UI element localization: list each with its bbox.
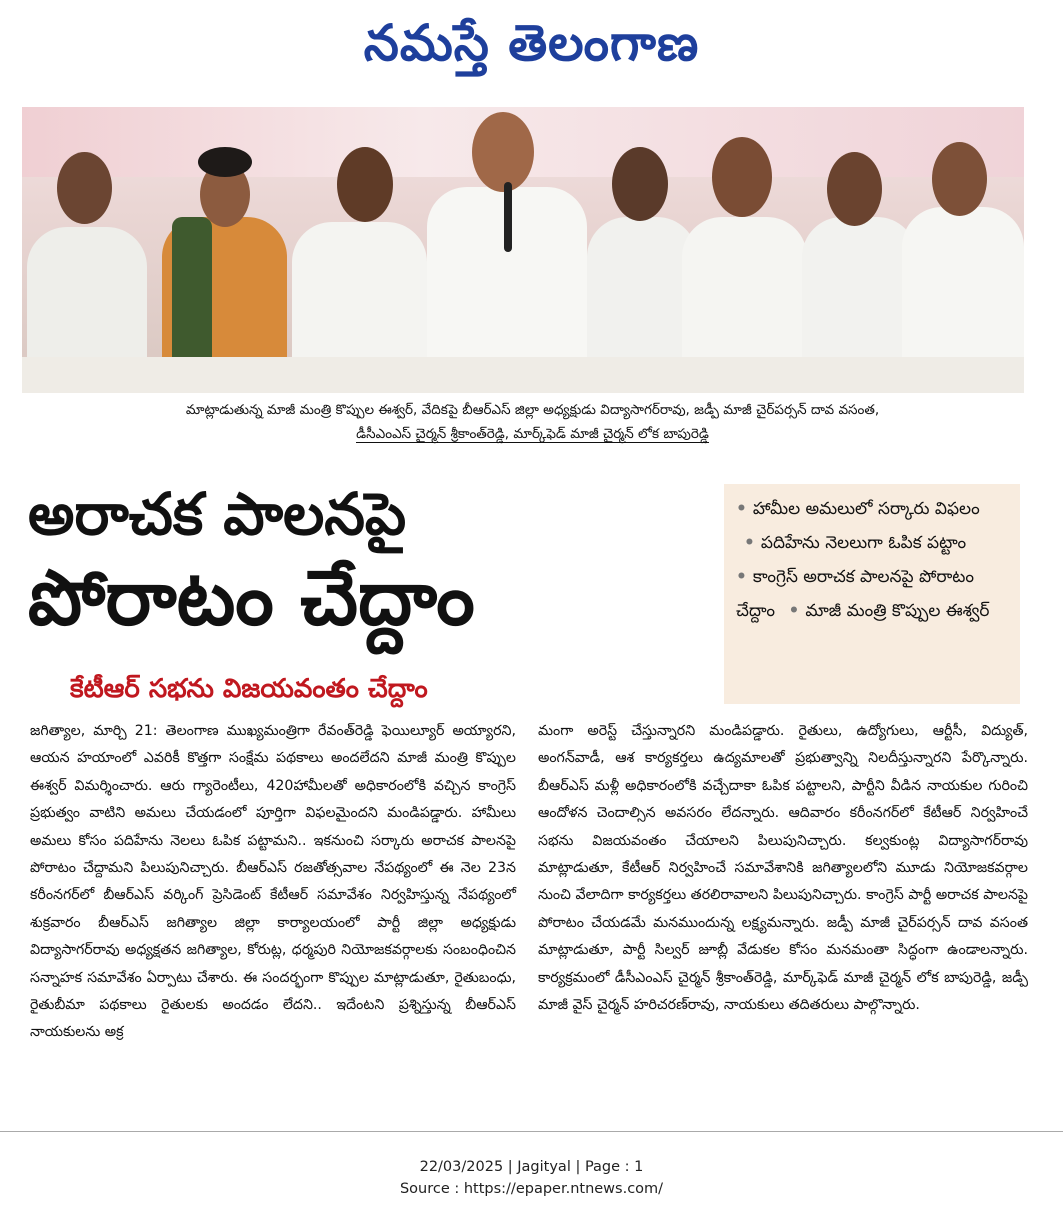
sub-headline: కేటీఆర్ సభను విజయవంతం చేద్దాం: [70, 674, 428, 704]
highlight-item: పదిహేను నెలలుగా ఓపిక పట్టాం: [760, 533, 967, 553]
highlight-item: మాజీ మంత్రి కొప్పుల ఈశ్వర్: [805, 601, 990, 621]
person-figure: [902, 207, 1024, 377]
article-column-2: మంగా అరెస్ట్ చేస్తున్నారని మండిపడ్డారు. రైతులు, ఉద్యోగులు, ఆర్టీసీ, విద్యుత్, అంగన్‌వాడీ, ఆశ కార్యకర్తలు ఉద్యమాలతో ప్రభుత్వాన్ని నిలదీస్తున్నారని పేర్కొన్నారు. బీఆర్ఎస్ మళ్లీ అధికారంలోకి వచ్చేదాకా ఓపిక పట్టాలని, పార్టీని వీడిన నాయకుల గురించి ఆందోళన చెందాల్సిన అవసరం లేదన్నారు. ఆదివారం కరీంనగర్‌లో కేటీఆర్ నిర్వహించే సభను విజయవంతం చేయాలని పిలుపునిచ్చారు. కల్వకుంట్ల విద్యాసాగర్‌రావు మాట్లాడుతూ, కేటీఆర్ నిర్వహించే సమావేశానికి జగిత్యాలలోని మూడు నియోజకవర్గాల నుంచి వేలాదిగా కార్యకర్తలు తరలిరావాలని పిలుపునిచ్చారు. కాంగ్రెస్ పార్టీ అరాచక పాలనపై పోరాటం చేయడమే మనముందున్న లక్ష్యమన్నారు. జడ్పీ మాజీ చైర్‌పర్సన్ దావ వసంత మాట్లాడుతూ, పార్టీ సిల్వర్ జూబ్లీ వేడుకల కోసం మనమంతా సిద్ధంగా ఉండాలన్నారు. కార్యక్రమంలో డీసీఎంఎస్ చైర్మన్ శ్రీకాంత్‌రెడ్డి, మార్క్‌ఫెడ్ మాజీ చైర్మన్ లోక బాపురెడ్డి, జడ్పీ మాజీ వైస్ చైర్మన్ హరిచరణ్‌రావు, నాయకులు తదితరులు పాల్గొన్నారు.: [538, 723, 1028, 1014]
photo-caption: [40, 398, 1025, 446]
news-photo: [22, 107, 1024, 393]
bullet-icon: •: [736, 499, 747, 519]
highlights-box: [724, 484, 1020, 704]
caption-line-1: మాట్లాడుతున్న మాజీ మంత్రి కొప్పుల ఈశ్వర్, వేదికపై బీఆర్ఎస్ జిల్లా అధ్యక్షుడు విద్యాసాగర్‌రావు, జడ్పీ మాజీ చైర్‌పర్సన్ దావ వసంత,: [185, 402, 880, 418]
footer-divider: [0, 1131, 1063, 1132]
bullet-icon: •: [788, 601, 800, 621]
headline-line-1: అరాచక పాలనపై: [28, 480, 407, 548]
caption-line-2: డీసీఎంఎస్ చైర్మన్ శ్రీకాంత్‌రెడ్డి, మార్క్‌ఫెడ్ మాజీ చైర్మన్ లోక బాపురెడ్డి: [356, 426, 709, 442]
person-figure: [682, 217, 807, 377]
bullet-icon: •: [744, 533, 755, 553]
article-column-1: జగిత్యాల, మార్చి 21: తెలంగాణ ముఖ్యమంత్రిగా రేవంత్‌రెడ్డి ఫెయిల్యూర్ అయ్యారని, ఆయన హయాంలో ఎవరికీ కొత్తగా సంక్షేమ పథకాలు అందలేదని మాజీ మంత్రి కొప్పుల ఈశ్వర్ విమర్శించారు. ఆరు గ్యారెంటీలు, 420హామీలతో అధికారంలోకి వచ్చిన కాంగ్రెస్ ప్రభుత్వం వాటిని అమలు చేయడంలో పూర్తిగా విఫలమైందని మండిపడ్డారు. హామీలు అమలు కోసం పదిహేను నెలలు ఓపిక పట్టామని.. ఇకనుంచి సర్కారు అరాచక పాలనపై పోరాటం చేద్దామని పిలుపునిచ్చారు. బీఆర్ఎస్ రజతోత్సవాల నేపథ్యంలో ఈ నెల 23న కరీంనగర్‌లో బీఆర్ఎస్ వర్కింగ్ ప్రెసిడెంట్ కేటీఆర్ సమావేశం నిర్వహిస్తున్న నేపథ్యంలో శుక్రవారం బీఆర్ఎస్ జగిత్యాల జిల్లా కార్యాలయంలో పార్టీ జిల్లా అధ్యక్షుడు విద్యాసాగర్‌రావు అధ్యక్షతన జగిత్యాల, కోరుట్ల, ధర్మపురి నియోజకవర్గాలకు సంబంధించిన సన్నాహక సమావేశం ఏర్పాటు చేశారు. ఈ సందర్భంగా కొప్పుల మాట్లాడుతూ, రైతుబంధు, రైతుబీమా పథకాలు రైతులకు అందడం లేదని.. ఇదేంటని ప్రశ్నిస్తున్న బీఆర్ఎస్ నాయకులను అక్ర: [30, 723, 516, 1041]
microphone-icon: [504, 182, 512, 252]
highlight-item: హామీల అమలులో సర్కారు విఫలం: [752, 499, 980, 519]
bullet-icon: •: [736, 567, 747, 587]
footer-date-edition: 22/03/2025 | Jagityal | Page : 1: [419, 1159, 644, 1175]
headline-line-2: పోరాటం చేద్దాం: [28, 553, 475, 642]
person-figure: [27, 227, 147, 377]
footer: [0, 1156, 1063, 1200]
newspaper-title: నమస్తే తెలంగాణ: [363, 14, 700, 72]
person-figure: [802, 217, 917, 377]
highlight-item: కాంగ్రెస్ అరాచక పాలనపై పోరాటం చేద్దాం: [736, 567, 975, 621]
person-figure: [587, 217, 697, 377]
footer-source[interactable]: Source : https://epaper.ntnews.com/: [399, 1181, 664, 1197]
masthead: [0, 8, 1063, 78]
